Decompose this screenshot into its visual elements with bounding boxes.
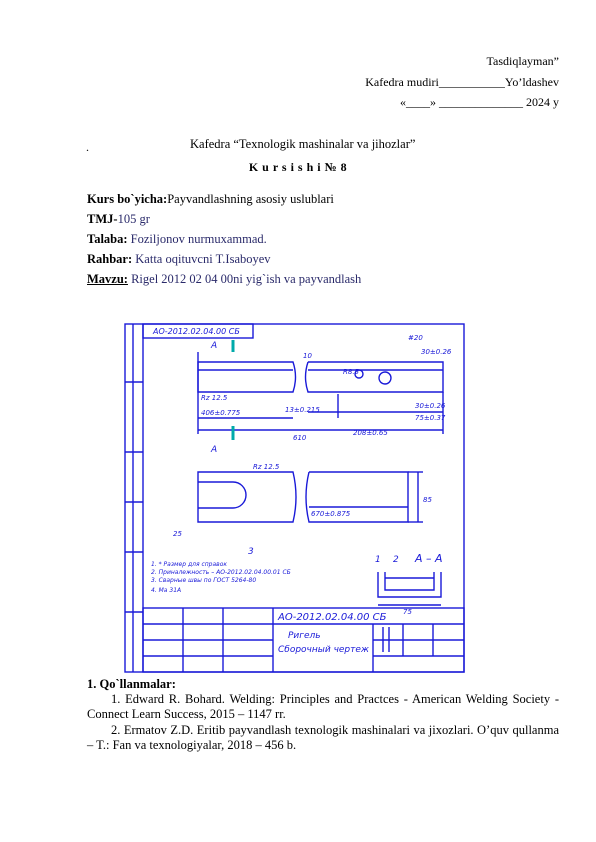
info-student-value: Foziljonov nurmuxammad. xyxy=(127,232,267,246)
info-topic-value: Rigel 2012 02 04 00ni yig`ish va payvandlash xyxy=(127,272,362,286)
drawing-note-2: 2. Приналежность – АО-2012.02.04.00.01 СБ xyxy=(151,569,291,576)
drawing-title-name: Ригель xyxy=(288,631,321,641)
dim-1: #20 xyxy=(408,334,423,342)
info-group-value: 105 gr xyxy=(117,212,150,226)
drawing-note-3: 3. Сварные швы по ГОСТ 5264-80 xyxy=(151,577,257,584)
dim-3: R8.5 xyxy=(343,368,359,376)
info-supervisor xyxy=(87,252,271,267)
dept-dot: . xyxy=(86,140,89,154)
approval-date-line: «____» ______________ 2024 y xyxy=(400,95,559,109)
reference-item-2: 2. Ermatov Z.D. Eritib payvandlash texnologik mashinalari va jixozlari. O’quv qullanma – T.: Fan va texnologiyalar, 2018 – 456 b. xyxy=(87,723,559,752)
work-title: K u r s i s h i № 8 xyxy=(248,160,348,174)
dim-15: 75 xyxy=(403,608,412,616)
dim-9: 30±0.26 xyxy=(415,402,446,410)
approval-title: Tasdiqlayman” xyxy=(486,54,559,68)
info-student-label: Talaba: xyxy=(87,232,128,246)
info-course-label: Kurs bo`yicha: xyxy=(87,192,168,206)
info-topic xyxy=(87,272,361,287)
reference-item-1: 1. Edward R. Bohard. Welding: Principles and Practces - American Welding Society - Connect Learn Success, 2015 – 1147 rr. xyxy=(87,692,559,721)
drawing-title-sub: Сборочный чертеж xyxy=(278,645,370,655)
dept-name: Kafedra “Texnologik mashinalar va jihozlar” xyxy=(190,137,416,151)
dim-16: 1 xyxy=(375,555,381,565)
dim-17: 2 xyxy=(393,555,399,565)
dim-10: 75±0.37 xyxy=(415,414,446,422)
info-student xyxy=(87,232,267,247)
dim-4: Rz 12.5 xyxy=(201,394,228,402)
info-supervisor-value: Katta oqituvcni T.Isaboyev xyxy=(132,252,271,266)
dim-14: 85 xyxy=(423,496,432,504)
references-heading: 1. Qo`llanmalar: xyxy=(87,677,176,691)
dim-18: 3 xyxy=(248,547,254,557)
dim-7: 610 xyxy=(293,434,307,442)
drawing-section-label: А – А xyxy=(415,552,443,565)
dim-19: А xyxy=(211,341,218,351)
info-group xyxy=(87,212,150,227)
dim-20: А xyxy=(211,445,218,455)
drawing-note-4: 4. Ма 31А xyxy=(151,587,182,594)
dim-5: 406±0.775 xyxy=(201,409,241,417)
drawing-stamp-rotated: АО-2012.02.04.00 СБ xyxy=(153,327,240,336)
info-course-value: Payvandlashning asosiy uslublari xyxy=(167,192,334,206)
dim-8: 208±0.65 xyxy=(353,429,388,437)
info-topic-label: Mavzu: xyxy=(87,272,128,286)
info-supervisor-label: Rahbar: xyxy=(87,252,133,266)
assembly-drawing xyxy=(123,322,466,674)
approval-head-line: Kafedra mudiri___________Yo’ldashev xyxy=(365,75,559,89)
info-course xyxy=(87,192,334,207)
dim-0: 10 xyxy=(303,352,312,360)
drawing-stamp-code: АО-2012.02.04.00 СБ xyxy=(278,612,387,623)
dim-13: 25 xyxy=(173,530,182,538)
dim-6: 13±0.215 xyxy=(285,406,320,414)
drawing-note-1: 1. * Размер для справок xyxy=(151,561,227,568)
info-group-label: TMJ- xyxy=(87,212,118,226)
dim-11: Rz 12.5 xyxy=(253,463,280,471)
dim-2: 30±0.26 xyxy=(421,348,452,356)
dim-12: 670±0.875 xyxy=(311,510,351,518)
